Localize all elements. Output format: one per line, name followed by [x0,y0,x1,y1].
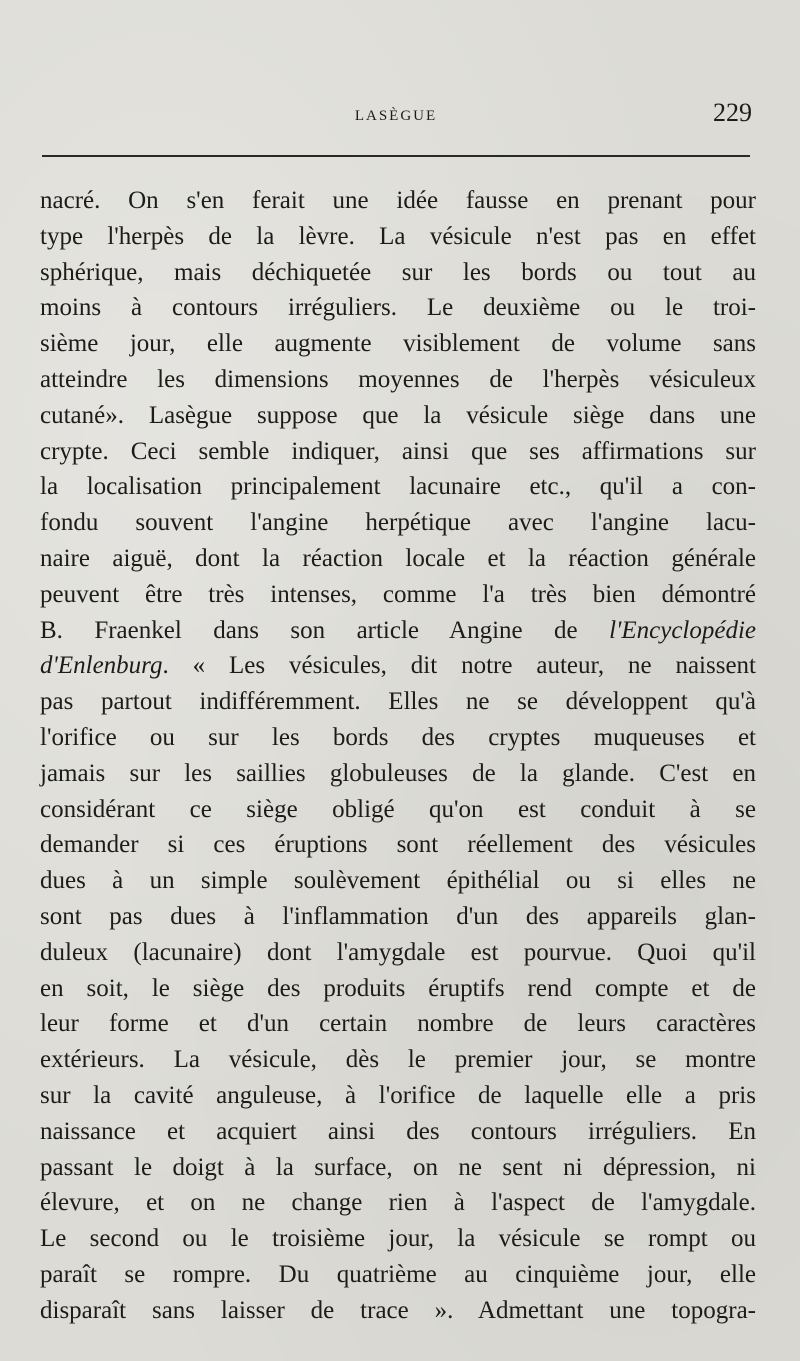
text-line: passant le doigt à la surface, on ne sent ni dépression, ni [40,1153,756,1181]
text-line: considérant ce siège obligé qu'on est conduit à se [40,795,756,823]
text-line: cutané». Lasègue suppose que la vésicule siège dans une [40,401,756,429]
text-line [40,648,756,684]
text-line: extérieurs. La vésicule, dès le premier jour, se montre [40,1046,756,1074]
running-title: LASÈGUE [354,108,438,124]
text-line: Le second ou le troisième jour, la vésicule se rompt ou [40,1225,756,1253]
text-line: l'orifice ou sur les bords des cryptes muqueuses et [40,723,756,751]
text-line: leur forme et d'un certain nombre de leurs caractères [40,1010,756,1038]
text-line: sième jour, elle augmente visiblement de volume sans [40,330,756,358]
text-line: disparaît sans laisser de trace ». Admettant une topogra- [40,1296,756,1324]
body-text [40,183,756,1329]
text-line: nacré. On s'en ferait une idée fausse en prenant pour [40,187,756,214]
text-line [40,613,756,649]
italic-title: l'Encyclopédie [609,616,756,644]
page-number: 229 [713,98,752,127]
text-line: crypte. Ceci semble indiquer, ainsi que ses affirmations sur [40,437,756,465]
text-line: sont pas dues à l'inflammation d'un des appareils glan- [40,902,756,930]
text-line: moins à contours irréguliers. Le deuxième ou le troi- [40,294,756,322]
italic-title: d'Enlenburg [40,652,163,680]
text-line: fondu souvent l'angine herpétique avec l'angine lacu- [40,509,756,537]
text-line: sphérique, mais déchiquetée sur les bords ou tout au [40,258,756,286]
text-line: demander si ces éruptions sont réellement des vésicules [40,831,756,859]
running-head [40,98,752,138]
text-line: paraît se rompre. Du quatrième au cinquième jour, elle [40,1260,756,1288]
text-line: naissance et acquiert ainsi des contours irréguliers. En [40,1117,756,1145]
text-segment: B. Fraenkel dans son article Angine de [40,616,610,644]
text-line: type l'herpès de la lèvre. La vésicule n'est pas en effet [40,222,756,250]
text-line: atteindre les dimensions moyennes de l'herpès vésiculeux [40,365,756,393]
text-line: peuvent être très intenses, comme l'a très bien démontré [40,580,756,608]
text-segment: . « Les vésicules, dit notre auteur, ne naissent [162,652,756,680]
text-line: la localisation principalement lacunaire etc., qu'il a con- [40,473,756,501]
text-line: pas partout indifféremment. Elles ne se développent qu'à [40,688,756,716]
text-line: naire aiguë, dont la réaction locale et la réaction générale [40,544,756,572]
text-line: duleux (lacunaire) dont l'amygdale est pourvue. Quoi qu'il [40,938,756,966]
text-line: dues à un simple soulèvement épithélial ou si elles ne [40,867,756,895]
text-line: sur la cavité anguleuse, à l'orifice de laquelle elle a pris [40,1081,756,1109]
text-line: élevure, et on ne change rien à l'aspect de l'amygdale. [40,1189,756,1217]
text-line: en soit, le siège des produits éruptifs rend compte et de [40,974,756,1002]
header-rule [42,155,750,157]
text-line: jamais sur les saillies globuleuses de la glande. C'est en [40,759,756,787]
